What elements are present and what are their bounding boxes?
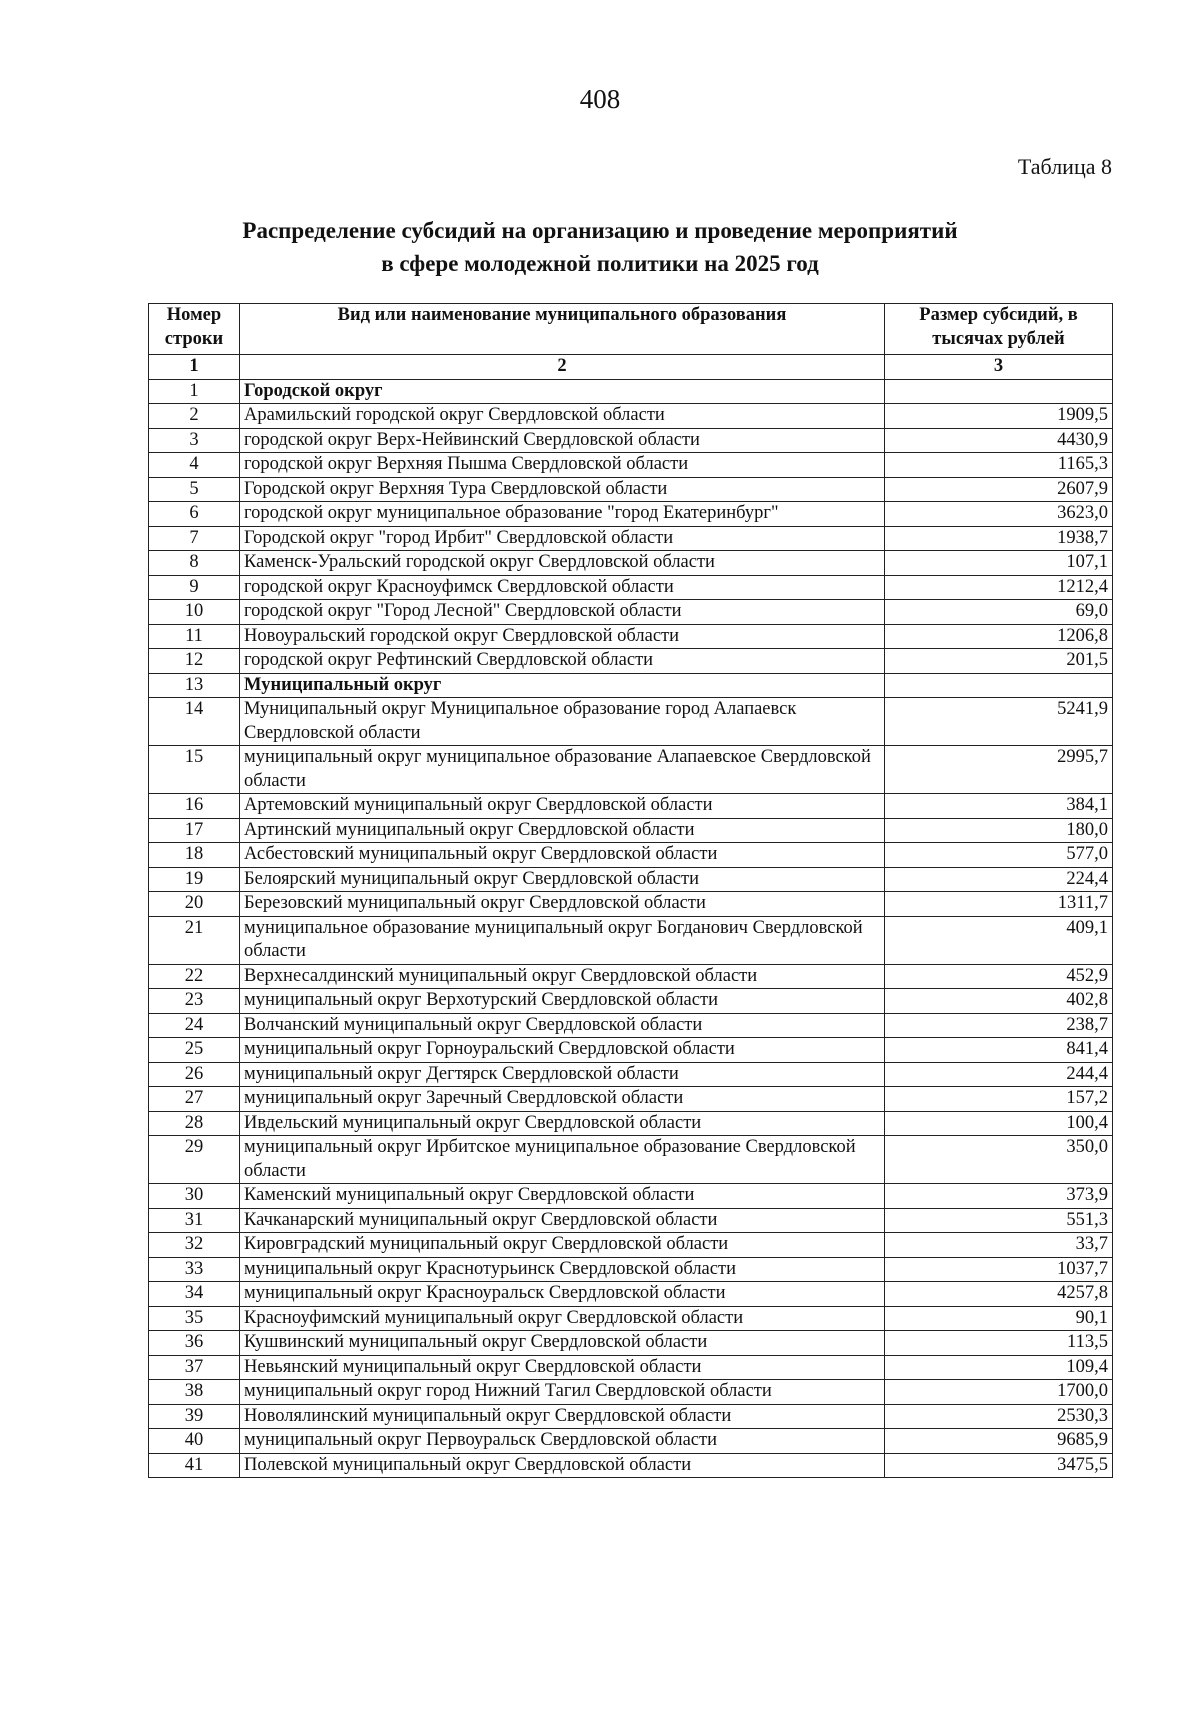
header-municipality: Вид или наименование муниципального образования xyxy=(240,304,885,355)
subsidy-amount: 551,3 xyxy=(885,1208,1113,1233)
row-number: 30 xyxy=(149,1184,240,1209)
row-number: 33 xyxy=(149,1257,240,1282)
municipality-name: Невьянский муниципальный округ Свердловской области xyxy=(240,1355,885,1380)
subsidy-amount xyxy=(885,379,1113,404)
section-row xyxy=(149,379,1113,404)
row-number: 36 xyxy=(149,1331,240,1356)
subsidy-amount: 107,1 xyxy=(885,551,1113,576)
table-row xyxy=(149,1233,1113,1258)
table-row xyxy=(149,526,1113,551)
municipality-name: городской округ Верхняя Пышма Свердловской области xyxy=(240,453,885,478)
municipality-name: Полевской муниципальный округ Свердловской области xyxy=(240,1453,885,1478)
row-number: 14 xyxy=(149,698,240,746)
subsidy-amount: 201,5 xyxy=(885,649,1113,674)
row-number: 31 xyxy=(149,1208,240,1233)
row-number: 15 xyxy=(149,746,240,794)
subsidy-amount: 224,4 xyxy=(885,867,1113,892)
subsidy-amount: 1165,3 xyxy=(885,453,1113,478)
subsidy-amount: 157,2 xyxy=(885,1087,1113,1112)
table-row xyxy=(149,746,1113,794)
municipality-name: Березовский муниципальный округ Свердловской области xyxy=(240,892,885,917)
subsidy-amount: 452,9 xyxy=(885,964,1113,989)
subsidy-amount: 841,4 xyxy=(885,1038,1113,1063)
municipality-name: Каменский муниципальный округ Свердловской области xyxy=(240,1184,885,1209)
subsidy-amount: 100,4 xyxy=(885,1111,1113,1136)
municipality-name: Муниципальный округ Муниципальное образование город Алапаевск Свердловской области xyxy=(240,698,885,746)
municipality-name: городской округ Верх-Нейвинский Свердловской области xyxy=(240,428,885,453)
row-number: 8 xyxy=(149,551,240,576)
municipality-name: Белоярский муниципальный округ Свердловской области xyxy=(240,867,885,892)
subsidy-amount: 5241,9 xyxy=(885,698,1113,746)
table-row xyxy=(149,1306,1113,1331)
row-number: 1 xyxy=(149,379,240,404)
table-row xyxy=(149,964,1113,989)
municipality-name: Арамильский городской округ Свердловской области xyxy=(240,404,885,429)
table-row xyxy=(149,649,1113,674)
municipality-name: муниципальный округ Дегтярск Свердловской области xyxy=(240,1062,885,1087)
subsidy-amount: 577,0 xyxy=(885,843,1113,868)
row-number: 32 xyxy=(149,1233,240,1258)
page-number: 408 xyxy=(579,84,621,114)
title-line-2: в сфере молодежной политики на 2025 год xyxy=(381,251,819,276)
municipality-name: Каменск-Уральский городской округ Свердловской области xyxy=(240,551,885,576)
table-label: Таблица 8 xyxy=(1017,154,1112,179)
subsidy-amount: 4257,8 xyxy=(885,1282,1113,1307)
row-number: 9 xyxy=(149,575,240,600)
subsidy-amount: 113,5 xyxy=(885,1331,1113,1356)
table-row xyxy=(149,502,1113,527)
table-row xyxy=(149,794,1113,819)
table-row xyxy=(149,1380,1113,1405)
section-row xyxy=(149,673,1113,698)
row-number: 16 xyxy=(149,794,240,819)
municipality-name: Городской округ "город Ирбит" Свердловской области xyxy=(240,526,885,551)
table-row xyxy=(149,1087,1113,1112)
subsidy-amount: 409,1 xyxy=(885,916,1113,964)
municipality-name: Красноуфимский муниципальный округ Свердловской области xyxy=(240,1306,885,1331)
subsidy-amount: 350,0 xyxy=(885,1136,1113,1184)
municipality-name: Верхнесалдинский муниципальный округ Свердловской области xyxy=(240,964,885,989)
municipality-name: муниципальный округ Первоуральск Свердловской области xyxy=(240,1429,885,1454)
row-number: 26 xyxy=(149,1062,240,1087)
municipality-name: Новолялинский муниципальный округ Свердловской области xyxy=(240,1404,885,1429)
row-number: 34 xyxy=(149,1282,240,1307)
row-number: 39 xyxy=(149,1404,240,1429)
table-row xyxy=(149,404,1113,429)
subsidy-amount xyxy=(885,673,1113,698)
table-row xyxy=(149,551,1113,576)
subsidy-amount: 1206,8 xyxy=(885,624,1113,649)
row-number: 21 xyxy=(149,916,240,964)
table-row xyxy=(149,843,1113,868)
subsidy-amount: 1311,7 xyxy=(885,892,1113,917)
subsidy-amount: 2607,9 xyxy=(885,477,1113,502)
table-row xyxy=(149,1038,1113,1063)
subsidy-amount: 1212,4 xyxy=(885,575,1113,600)
row-number: 7 xyxy=(149,526,240,551)
document-title xyxy=(0,214,1200,280)
municipality-name: Волчанский муниципальный округ Свердловской области xyxy=(240,1013,885,1038)
table-row xyxy=(149,624,1113,649)
table-row xyxy=(149,989,1113,1014)
row-number: 12 xyxy=(149,649,240,674)
row-number: 11 xyxy=(149,624,240,649)
header-row xyxy=(149,304,1113,355)
municipality-name: Ивдельский муниципальный округ Свердловской области xyxy=(240,1111,885,1136)
municipality-name: муниципальный округ Ирбитское муниципальное образование Свердловской области xyxy=(240,1136,885,1184)
subsidy-amount: 244,4 xyxy=(885,1062,1113,1087)
municipality-name: Городской округ Верхняя Тура Свердловской области xyxy=(240,477,885,502)
municipality-name: муниципальный округ Верхотурский Свердловской области xyxy=(240,989,885,1014)
row-number: 17 xyxy=(149,818,240,843)
row-number: 5 xyxy=(149,477,240,502)
table-row xyxy=(149,818,1113,843)
municipality-name: Артемовский муниципальный округ Свердловской области xyxy=(240,794,885,819)
row-number: 23 xyxy=(149,989,240,1014)
municipality-name: Кировградский муниципальный округ Свердловской области xyxy=(240,1233,885,1258)
row-number: 18 xyxy=(149,843,240,868)
subsidy-amount: 384,1 xyxy=(885,794,1113,819)
municipality-name: городской округ "Город Лесной" Свердловской области xyxy=(240,600,885,625)
subsidy-amount: 69,0 xyxy=(885,600,1113,625)
row-number: 27 xyxy=(149,1087,240,1112)
table-row xyxy=(149,1208,1113,1233)
row-number: 24 xyxy=(149,1013,240,1038)
table-row xyxy=(149,1404,1113,1429)
subsidy-amount: 90,1 xyxy=(885,1306,1113,1331)
row-number: 28 xyxy=(149,1111,240,1136)
row-number: 29 xyxy=(149,1136,240,1184)
row-number: 6 xyxy=(149,502,240,527)
row-number: 37 xyxy=(149,1355,240,1380)
row-number: 38 xyxy=(149,1380,240,1405)
municipality-name: муниципальный округ Горноуральский Свердловской области xyxy=(240,1038,885,1063)
municipality-name: муниципальное образование муниципальный округ Богданович Свердловской области xyxy=(240,916,885,964)
table-row xyxy=(149,916,1113,964)
row-number: 13 xyxy=(149,673,240,698)
table-row xyxy=(149,1282,1113,1307)
table-body xyxy=(149,379,1113,1478)
municipality-name: муниципальный округ муниципальное образование Алапаевское Свердловской области xyxy=(240,746,885,794)
table-row xyxy=(149,1453,1113,1478)
municipality-name: Качканарский муниципальный округ Свердловской области xyxy=(240,1208,885,1233)
subsidy-amount: 1909,5 xyxy=(885,404,1113,429)
row-number: 25 xyxy=(149,1038,240,1063)
table-row xyxy=(149,1257,1113,1282)
section-title: Городской округ xyxy=(240,379,885,404)
row-number: 19 xyxy=(149,867,240,892)
row-number: 22 xyxy=(149,964,240,989)
header-row-number: Номер строки xyxy=(149,304,240,355)
subsidy-amount: 1700,0 xyxy=(885,1380,1113,1405)
subsidy-amount: 180,0 xyxy=(885,818,1113,843)
municipality-name: городской округ Рефтинский Свердловской области xyxy=(240,649,885,674)
row-number: 41 xyxy=(149,1453,240,1478)
municipality-name: городской округ муниципальное образование "город Екатеринбург" xyxy=(240,502,885,527)
table-row xyxy=(149,477,1113,502)
subsidy-amount: 109,4 xyxy=(885,1355,1113,1380)
row-number: 3 xyxy=(149,428,240,453)
table-row xyxy=(149,453,1113,478)
subsidy-amount: 9685,9 xyxy=(885,1429,1113,1454)
table-row xyxy=(149,1013,1113,1038)
table-row xyxy=(149,867,1113,892)
table-row xyxy=(149,1111,1113,1136)
table-row xyxy=(149,1184,1113,1209)
section-title: Муниципальный округ xyxy=(240,673,885,698)
municipality-name: Новоуральский городской округ Свердловской области xyxy=(240,624,885,649)
title-line-1: Распределение субсидий на организацию и проведение мероприятий xyxy=(242,218,958,243)
row-number: 10 xyxy=(149,600,240,625)
subsidy-amount: 402,8 xyxy=(885,989,1113,1014)
municipality-name: Кушвинский муниципальный округ Свердловской области xyxy=(240,1331,885,1356)
municipality-name: муниципальный округ Краснотурьинск Свердловской области xyxy=(240,1257,885,1282)
row-number: 35 xyxy=(149,1306,240,1331)
subsidy-table xyxy=(148,303,1113,1478)
table-row xyxy=(149,1429,1113,1454)
subsidy-amount: 1037,7 xyxy=(885,1257,1113,1282)
table-row xyxy=(149,575,1113,600)
municipality-name: городской округ Красноуфимск Свердловской области xyxy=(240,575,885,600)
table-row xyxy=(149,1062,1113,1087)
row-number: 40 xyxy=(149,1429,240,1454)
municipality-name: Асбестовский муниципальный округ Свердловской области xyxy=(240,843,885,868)
subsidy-amount: 4430,9 xyxy=(885,428,1113,453)
subsidy-amount: 3623,0 xyxy=(885,502,1113,527)
table-row xyxy=(149,1355,1113,1380)
subsidy-amount: 3475,5 xyxy=(885,1453,1113,1478)
table-row xyxy=(149,428,1113,453)
table-row xyxy=(149,892,1113,917)
subsidy-amount: 33,7 xyxy=(885,1233,1113,1258)
subsidy-amount: 1938,7 xyxy=(885,526,1113,551)
municipality-name: муниципальный округ город Нижний Тагил Свердловской области xyxy=(240,1380,885,1405)
subsidy-amount: 2995,7 xyxy=(885,746,1113,794)
row-number: 4 xyxy=(149,453,240,478)
table-row xyxy=(149,698,1113,746)
column-number-row xyxy=(149,355,1113,380)
column-number: 2 xyxy=(240,355,885,380)
row-number: 20 xyxy=(149,892,240,917)
municipality-name: муниципальный округ Красноуральск Свердловской области xyxy=(240,1282,885,1307)
subsidy-amount: 2530,3 xyxy=(885,1404,1113,1429)
table-row xyxy=(149,600,1113,625)
row-number: 2 xyxy=(149,404,240,429)
column-number: 1 xyxy=(149,355,240,380)
subsidy-amount: 238,7 xyxy=(885,1013,1113,1038)
subsidy-amount: 373,9 xyxy=(885,1184,1113,1209)
table-row xyxy=(149,1331,1113,1356)
municipality-name: муниципальный округ Заречный Свердловской области xyxy=(240,1087,885,1112)
municipality-name: Артинский муниципальный округ Свердловской области xyxy=(240,818,885,843)
column-number: 3 xyxy=(885,355,1113,380)
header-subsidy-amount: Размер субсидий, в тысячах рублей xyxy=(885,304,1113,355)
table-row xyxy=(149,1136,1113,1184)
